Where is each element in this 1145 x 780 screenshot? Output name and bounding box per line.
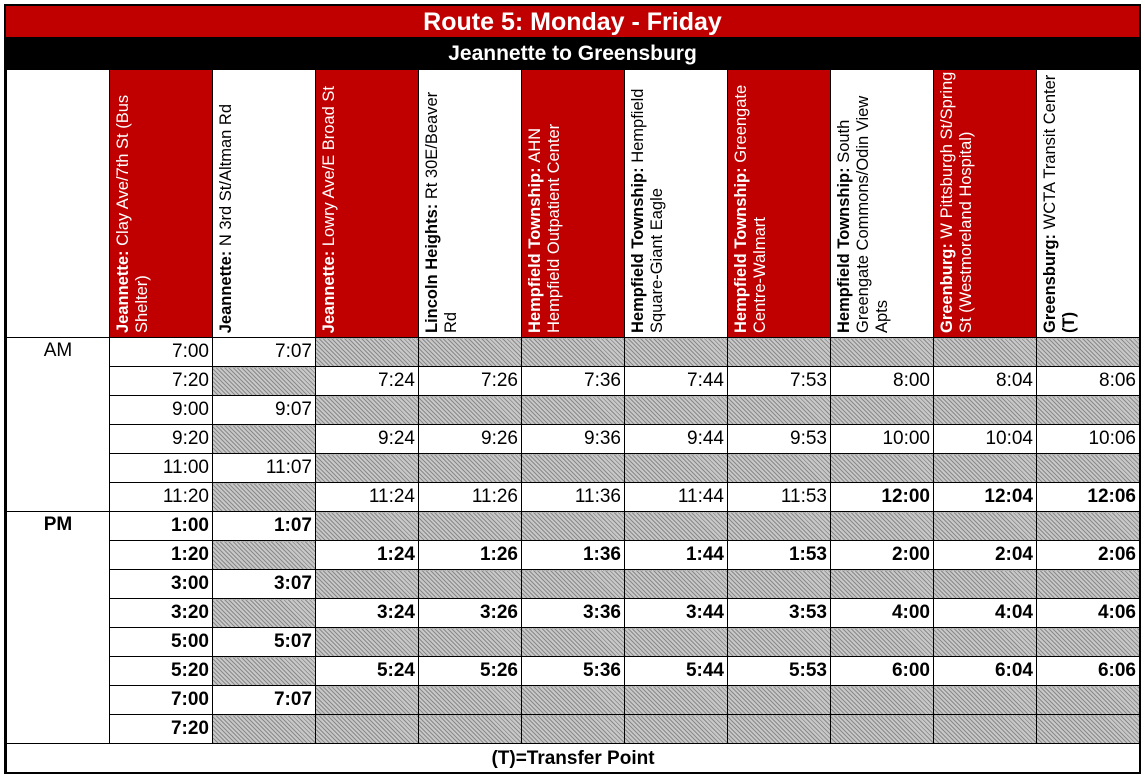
time-cell: 10:00 — [831, 425, 934, 454]
no-service-cell — [934, 686, 1037, 715]
time-cell: 1:44 — [625, 541, 728, 570]
no-service-cell — [213, 599, 316, 628]
time-cell: 1:24 — [316, 541, 419, 570]
time-cell: 5:07 — [213, 628, 316, 657]
stop-detail: W Pittsburgh St/Spring St (Westmoreland Hospital) — [938, 71, 975, 333]
stop-detail: WCTA Transit Center — [1041, 74, 1059, 230]
time-cell: 3:53 — [728, 599, 831, 628]
no-service-cell — [625, 396, 728, 425]
transfer-marker: (T) — [1060, 311, 1078, 333]
no-service-cell — [522, 570, 625, 599]
timetable — [6, 69, 1140, 774]
time-cell: 7:20 — [110, 367, 213, 396]
no-service-cell — [1037, 338, 1140, 367]
stop-detail: South Greengate Commons/Odin View Apts — [835, 95, 891, 333]
trip-row — [7, 715, 1140, 744]
no-service-cell — [419, 396, 522, 425]
time-cell: 9:00 — [110, 396, 213, 425]
no-service-cell — [419, 454, 522, 483]
time-cell: 1:00 — [110, 512, 213, 541]
no-service-cell — [1037, 454, 1140, 483]
no-service-cell — [419, 715, 522, 744]
no-service-cell — [316, 715, 419, 744]
no-service-cell — [1037, 628, 1140, 657]
trip-row — [7, 628, 1140, 657]
trip-row — [7, 338, 1140, 367]
no-service-cell — [728, 512, 831, 541]
stop-place: Jeannette: — [320, 250, 338, 333]
time-cell: 6:04 — [934, 657, 1037, 686]
time-cell: 7:44 — [625, 367, 728, 396]
time-cell: 3:07 — [213, 570, 316, 599]
stop-detail: Hempfield Square-Giant Eagle — [629, 88, 666, 333]
time-cell: 3:24 — [316, 599, 419, 628]
no-service-cell — [522, 454, 625, 483]
trip-row — [7, 396, 1140, 425]
no-service-cell — [213, 367, 316, 396]
no-service-cell — [831, 628, 934, 657]
no-service-cell — [213, 715, 316, 744]
stop-place: Hempfield Township: — [526, 167, 544, 333]
time-cell: 7:26 — [419, 367, 522, 396]
no-service-cell — [934, 454, 1037, 483]
no-service-cell — [419, 686, 522, 715]
no-service-cell — [316, 454, 419, 483]
no-service-cell — [831, 338, 934, 367]
no-service-cell — [728, 454, 831, 483]
trip-row — [7, 686, 1140, 715]
time-cell: 3:36 — [522, 599, 625, 628]
no-service-cell — [522, 512, 625, 541]
no-service-cell — [728, 570, 831, 599]
time-cell: 8:00 — [831, 367, 934, 396]
stop-header-3 — [316, 70, 419, 338]
time-cell: 11:07 — [213, 454, 316, 483]
trip-row — [7, 512, 1140, 541]
stop-header-1 — [110, 70, 213, 338]
no-service-cell — [934, 396, 1037, 425]
no-service-cell — [625, 628, 728, 657]
stop-label — [114, 71, 152, 333]
time-cell: 5:24 — [316, 657, 419, 686]
period-label: PM — [7, 512, 110, 744]
time-cell: 2:06 — [1037, 541, 1140, 570]
no-service-cell — [934, 715, 1037, 744]
no-service-cell — [625, 715, 728, 744]
time-cell: 7:07 — [213, 338, 316, 367]
time-cell: 1:53 — [728, 541, 831, 570]
no-service-cell — [625, 338, 728, 367]
trip-row — [7, 570, 1140, 599]
time-cell: 3:26 — [419, 599, 522, 628]
no-service-cell — [728, 715, 831, 744]
time-cell: 5:20 — [110, 657, 213, 686]
time-cell: 9:53 — [728, 425, 831, 454]
time-cell: 3:20 — [110, 599, 213, 628]
no-service-cell — [522, 715, 625, 744]
time-cell: 7:07 — [213, 686, 316, 715]
time-cell: 11:00 — [110, 454, 213, 483]
no-service-cell — [934, 512, 1037, 541]
time-cell: 2:00 — [831, 541, 934, 570]
time-cell: 7:53 — [728, 367, 831, 396]
time-cell: 5:44 — [625, 657, 728, 686]
no-service-cell — [728, 338, 831, 367]
no-service-cell — [728, 628, 831, 657]
stop-header-7 — [728, 70, 831, 338]
stop-header-row — [7, 70, 1140, 338]
no-service-cell — [625, 686, 728, 715]
stop-header-2 — [213, 70, 316, 338]
stop-place: Hempfield Township: — [732, 167, 750, 333]
trip-row — [7, 454, 1140, 483]
time-cell: 3:00 — [110, 570, 213, 599]
no-service-cell — [934, 570, 1037, 599]
no-service-cell — [213, 541, 316, 570]
no-service-cell — [625, 512, 728, 541]
no-service-cell — [934, 338, 1037, 367]
time-cell: 9:20 — [110, 425, 213, 454]
trip-row — [7, 657, 1140, 686]
time-cell: 6:00 — [831, 657, 934, 686]
no-service-cell — [831, 686, 934, 715]
no-service-cell — [316, 570, 419, 599]
time-cell: 9:36 — [522, 425, 625, 454]
time-cell: 11:36 — [522, 483, 625, 512]
time-cell: 12:00 — [831, 483, 934, 512]
stop-detail: Clay Ave/7th St (Bus Shelter) — [114, 94, 151, 333]
no-service-cell — [213, 657, 316, 686]
time-cell: 1:20 — [110, 541, 213, 570]
time-cell: 1:26 — [419, 541, 522, 570]
stop-detail: Greengate Centre-Walmart — [732, 84, 769, 333]
time-cell: 9:26 — [419, 425, 522, 454]
no-service-cell — [1037, 686, 1140, 715]
no-service-cell — [316, 396, 419, 425]
no-service-cell — [728, 686, 831, 715]
no-service-cell — [419, 338, 522, 367]
time-cell: 7:24 — [316, 367, 419, 396]
stop-label — [629, 71, 667, 333]
stop-label — [217, 104, 236, 333]
no-service-cell — [625, 454, 728, 483]
stop-place: Jeannette: — [217, 250, 235, 333]
time-cell: 11:53 — [728, 483, 831, 512]
no-service-cell — [213, 483, 316, 512]
no-service-cell — [522, 628, 625, 657]
time-cell: 4:00 — [831, 599, 934, 628]
stop-label — [423, 71, 461, 333]
time-cell: 11:44 — [625, 483, 728, 512]
time-cell: 11:24 — [316, 483, 419, 512]
no-service-cell — [1037, 570, 1140, 599]
stop-place: Lincoln Heights: — [423, 203, 441, 333]
no-service-cell — [934, 628, 1037, 657]
no-service-cell — [831, 570, 934, 599]
stop-detail: AHN Hempfield Outpatient Center — [526, 123, 563, 333]
no-service-cell — [728, 396, 831, 425]
time-cell: 3:44 — [625, 599, 728, 628]
no-service-cell — [213, 425, 316, 454]
time-cell: 12:06 — [1037, 483, 1140, 512]
time-cell: 5:53 — [728, 657, 831, 686]
trip-row — [7, 425, 1140, 454]
stop-place: Hempfield Township: — [835, 167, 853, 333]
time-cell: 7:20 — [110, 715, 213, 744]
time-cell: 9:24 — [316, 425, 419, 454]
no-service-cell — [522, 686, 625, 715]
period-header-blank — [7, 70, 110, 338]
trip-row — [7, 541, 1140, 570]
stop-place: Jeannette: — [114, 250, 132, 333]
route-title: Route 5: Monday - Friday — [6, 6, 1139, 39]
stop-label — [835, 71, 892, 333]
stop-header-9 — [934, 70, 1037, 338]
no-service-cell — [625, 570, 728, 599]
time-cell: 4:04 — [934, 599, 1037, 628]
time-cell: 6:06 — [1037, 657, 1140, 686]
stop-label — [526, 71, 564, 333]
time-cell: 5:36 — [522, 657, 625, 686]
no-service-cell — [1037, 396, 1140, 425]
no-service-cell — [419, 628, 522, 657]
time-cell: 11:26 — [419, 483, 522, 512]
time-cell: 9:07 — [213, 396, 316, 425]
stop-detail: Lowry Ave/E Broad St — [320, 85, 338, 246]
time-cell: 8:06 — [1037, 367, 1140, 396]
no-service-cell — [522, 338, 625, 367]
no-service-cell — [1037, 512, 1140, 541]
stop-header-5 — [522, 70, 625, 338]
time-cell: 12:04 — [934, 483, 1037, 512]
period-label: AM — [7, 338, 110, 512]
stop-header-6 — [625, 70, 728, 338]
direction-subtitle: Jeannette to Greensburg — [6, 39, 1139, 69]
stop-detail: Rt 30E/Beaver Rd — [423, 91, 460, 333]
transfer-point-note: (T)=Transfer Point — [7, 744, 1140, 774]
no-service-cell — [1037, 715, 1140, 744]
no-service-cell — [831, 396, 934, 425]
time-cell: 10:06 — [1037, 425, 1140, 454]
no-service-cell — [831, 715, 934, 744]
no-service-cell — [316, 628, 419, 657]
time-cell: 1:07 — [213, 512, 316, 541]
time-cell: 10:04 — [934, 425, 1037, 454]
time-cell: 11:20 — [110, 483, 213, 512]
time-cell: 5:26 — [419, 657, 522, 686]
stop-label — [938, 71, 976, 333]
stop-label — [732, 71, 770, 333]
stop-label — [1041, 71, 1079, 333]
trip-row — [7, 367, 1140, 396]
no-service-cell — [522, 396, 625, 425]
stop-label — [320, 86, 339, 333]
time-cell: 2:04 — [934, 541, 1037, 570]
no-service-cell — [316, 338, 419, 367]
no-service-cell — [316, 686, 419, 715]
trip-row — [7, 599, 1140, 628]
no-service-cell — [831, 512, 934, 541]
no-service-cell — [316, 512, 419, 541]
time-cell: 5:00 — [110, 628, 213, 657]
stop-place: Greensburg: — [1041, 233, 1059, 333]
stop-place: Hempfield Township: — [629, 167, 647, 333]
stop-header-4 — [419, 70, 522, 338]
time-cell: 7:00 — [110, 686, 213, 715]
footer-row — [7, 744, 1140, 774]
stop-detail: N 3rd St/Altman Rd — [217, 103, 235, 246]
trip-row — [7, 483, 1140, 512]
schedule-sheet — [4, 4, 1141, 774]
time-cell: 7:36 — [522, 367, 625, 396]
stop-header-10 — [1037, 70, 1140, 338]
stop-header-8 — [831, 70, 934, 338]
time-cell: 7:00 — [110, 338, 213, 367]
no-service-cell — [831, 454, 934, 483]
time-cell: 4:06 — [1037, 599, 1140, 628]
no-service-cell — [419, 570, 522, 599]
time-cell: 1:36 — [522, 541, 625, 570]
stop-place: Greenburg: — [938, 243, 956, 333]
time-cell: 9:44 — [625, 425, 728, 454]
time-cell: 8:04 — [934, 367, 1037, 396]
no-service-cell — [419, 512, 522, 541]
